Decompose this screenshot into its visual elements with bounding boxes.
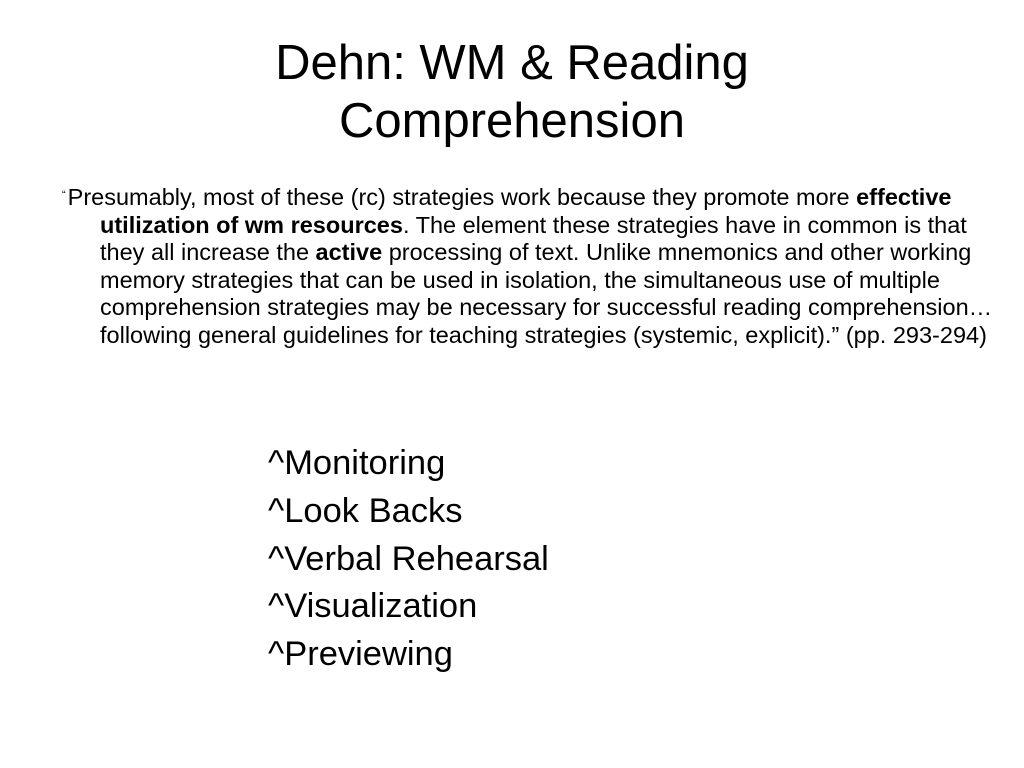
strategy-list [268,440,549,679]
slide-title [112,34,912,150]
opening-quote-mark: “ [62,189,66,201]
strategy-item-visualization: ^Visualization [268,587,478,626]
quote-emphasis-utilization: effective utilization of wm resources [100,184,952,238]
strategy-item-look-backs: ^Look Backs [268,491,463,530]
quote-text-part-2: . The element these strategies have in common is that they all increase the [100,211,967,266]
strategy-item-monitoring: ^Monitoring [268,444,446,482]
slide-title-line-1: Dehn: WM & Reading [275,36,749,90]
quote-paragraph [62,182,1005,350]
strategy-item-previewing: ^Previewing [268,635,453,674]
slide-title-line-2: Comprehension [339,94,685,148]
quote-text-part-1: Presumably, most of these (rc) strategies work because they promote more [67,184,857,210]
quote-emphasis-active: active [315,239,383,266]
quote-text-part-3: processing of text. Unlike mnemonics and other working memory strategies that can be used in isolation, the simultaneous use of multiple comprehension strategies may be necessary for successful reading comprehension…following general guidelines for teaching strategies (systemic, explicit).” (pp. 293-294) [100,239,993,348]
strategy-item-verbal-rehearsal: ^Verbal Rehearsal [268,539,549,578]
